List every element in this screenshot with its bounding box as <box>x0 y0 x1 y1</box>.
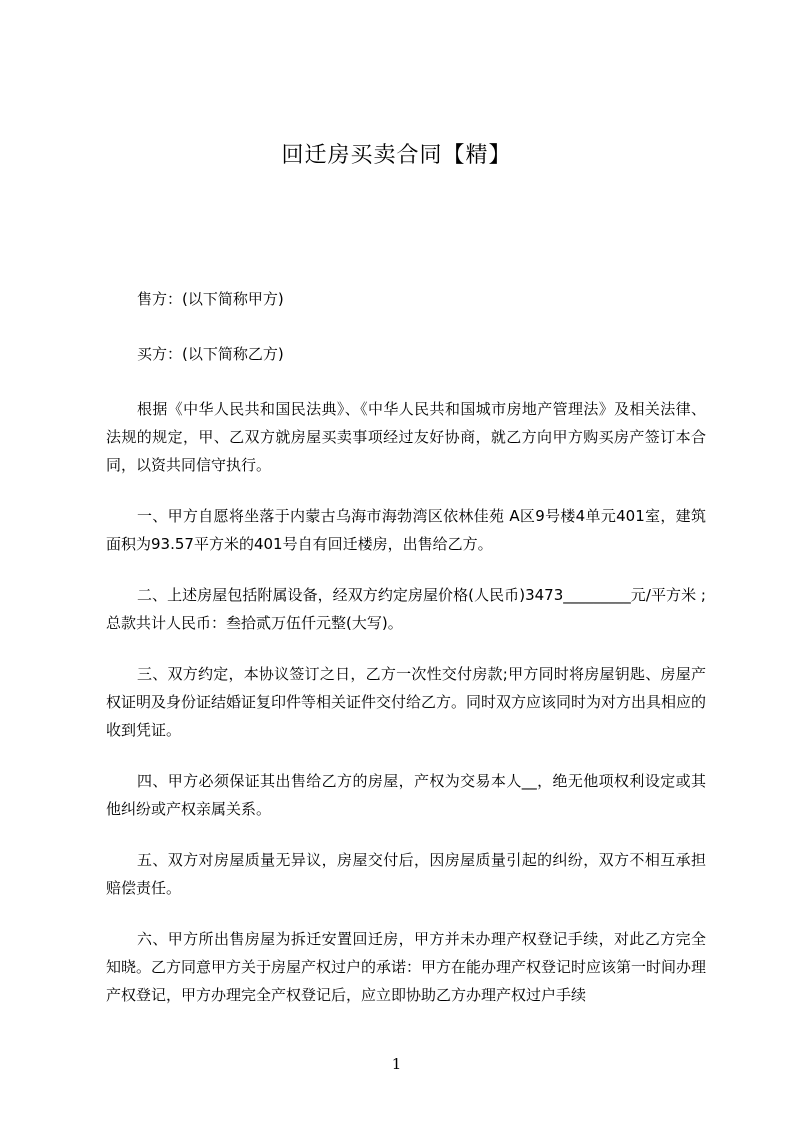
clause-3-paragraph: 三、双方约定，本协议签订之日，乙方一次性交付房款;甲方同时将房屋钥匙、房屋产权证明及身份证结婚证复印件等相关证件交付给乙方。同时双方应该同时为对方出具相应的收到凭证。 <box>106 665 707 739</box>
clause-6-paragraph: 六、甲方所出售房屋为拆迁安置回迁房，甲方并未办理产权登记手续，对此乙方完全知晓。乙方同意甲方关于房屋产权过户的承诺：甲方在能办理产权登记时应该第一时间办理产权登记，甲方办理完全产权登记后，应立即协助乙方办理产权过户手续 <box>106 930 707 1004</box>
clause-4-paragraph: 四、甲方必须保证其出售给乙方的房屋，产权为交易本人__，绝无他项权利设定或其他纠纷或产权亲属关系。 <box>106 772 706 818</box>
clause-2-paragraph: 二、上述房屋包括附属设备，经双方约定房屋价格(人民币)3473_________元/平方米 ;总款共计人民币：叁拾贰万伍仟元整(大写)。 <box>106 586 706 632</box>
clause-1-paragraph: 一、甲方自愿将坐落于内蒙古乌海市海勃湾区依林佳苑 A区9号楼4单元401室，建筑面积为93.57平方米的401号自有回迁楼房，出售给乙方。 <box>106 507 706 553</box>
contract-intro-paragraph: 根据《中华人民共和国民法典》、《中华人民共和国城市房地产管理法》及相关法律、法规的规定，甲、乙双方就房屋买卖事项经过友好协商，就乙方向甲方购买房产签订本合同，以资共同信守执行。 <box>106 400 706 474</box>
clause-5-paragraph: 五、双方对房屋质量无异议，房屋交付后，因房屋质量引起的纠纷，双方不相互承担赔偿责任。 <box>106 851 706 897</box>
seller-line: 售方：(以下简称甲方) <box>137 290 284 308</box>
buyer-line: 买方：(以下简称乙方) <box>137 345 284 363</box>
document-title: 回迁房买卖合同【精】 <box>281 143 512 168</box>
page-number: 1 <box>391 1055 402 1073</box>
